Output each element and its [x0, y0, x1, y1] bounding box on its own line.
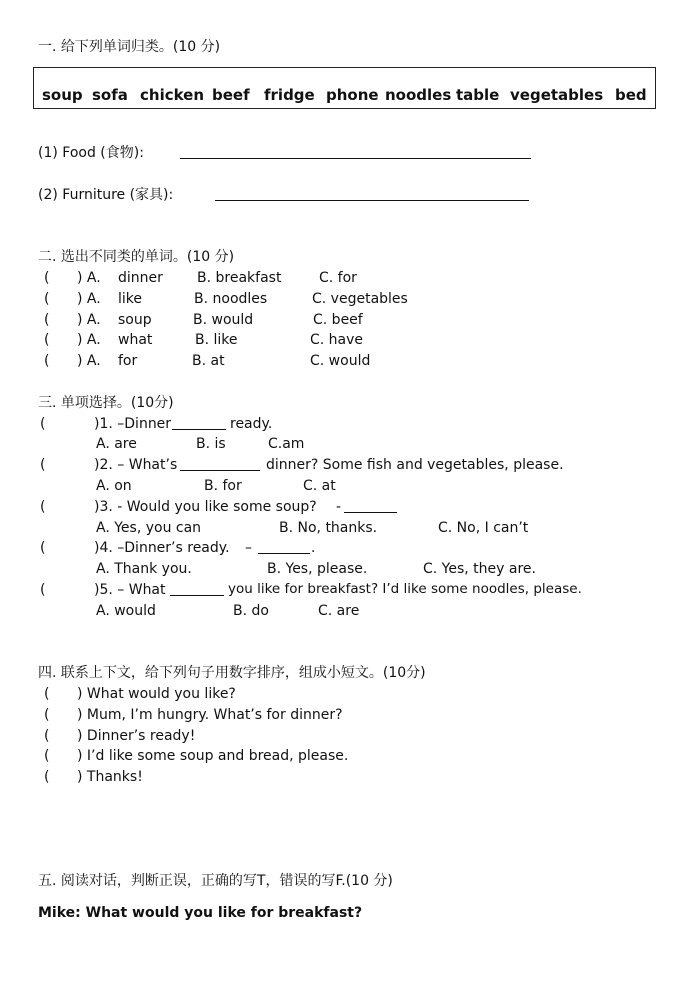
- q4-option-b: B. Yes, please.: [267, 561, 368, 577]
- answer-paren[interactable]: (: [44, 270, 50, 286]
- section3-title: 三. 单项选择。(10分): [38, 395, 174, 411]
- question-2-end: dinner? Some fish and vegetables, please.: [266, 457, 564, 473]
- word-phone: phone: [326, 86, 379, 104]
- food-answer-line[interactable]: [180, 158, 531, 159]
- q1-option-c: C.am: [268, 436, 305, 452]
- word-noodles: noodles: [385, 86, 452, 104]
- q4-option-a: A. Thank you.: [96, 561, 192, 577]
- option-a: like: [118, 291, 143, 307]
- answer-paren[interactable]: (: [40, 582, 46, 598]
- option-c: C. for: [319, 270, 357, 286]
- answer-paren[interactable]: (: [44, 686, 50, 702]
- option-b: B. breakfast: [197, 270, 282, 286]
- answer-paren[interactable]: (: [44, 291, 50, 307]
- item-number: ) A.: [77, 291, 101, 307]
- option-b: B. would: [193, 312, 254, 328]
- sentence-line: ) Mum, I’m hungry. What’s for dinner?: [77, 707, 343, 723]
- answer-paren[interactable]: (: [40, 416, 46, 432]
- answer-paren[interactable]: (: [40, 499, 46, 515]
- q2-option-a: A. on: [96, 478, 132, 494]
- answer-paren[interactable]: (: [44, 707, 50, 723]
- furniture-answer-line[interactable]: [215, 200, 529, 201]
- word-soup: soup: [42, 86, 83, 104]
- word-fridge: fridge: [264, 86, 315, 104]
- q1-option-a: A. are: [96, 436, 137, 452]
- item-number: ) A.: [77, 332, 101, 348]
- question-4-dash: –: [245, 540, 252, 556]
- q1-option-b: B. is: [196, 436, 226, 452]
- option-c: C. would: [310, 353, 371, 369]
- blank[interactable]: [344, 512, 397, 513]
- answer-paren[interactable]: (: [40, 457, 46, 473]
- option-b: B. at: [192, 353, 225, 369]
- option-c: C. beef: [313, 312, 363, 328]
- answer-paren[interactable]: (: [44, 332, 50, 348]
- question-3: )3. - Would you like some soup?: [94, 499, 317, 515]
- answer-paren[interactable]: (: [44, 353, 50, 369]
- blank[interactable]: [258, 553, 310, 554]
- food-label: (1) Food (食物):: [38, 145, 144, 161]
- section1-title: 一. 给下列单词归类。(10 分): [38, 39, 221, 55]
- section4-title: 四. 联系上下文，给下列句子用数字排序，组成小短文。(10分): [38, 665, 426, 681]
- sentence-line: ) Dinner’s ready!: [77, 728, 196, 744]
- sentence-line: ) Thanks!: [77, 769, 143, 785]
- question-1-end: ready.: [230, 416, 273, 432]
- question-5: )5. – What: [94, 582, 166, 598]
- question-4: )4. –Dinner’s ready.: [94, 540, 230, 556]
- question-3-dash: -: [336, 499, 342, 515]
- word-sofa: sofa: [92, 86, 128, 104]
- answer-paren[interactable]: (: [44, 748, 50, 764]
- question-2: )2. – What’s: [94, 457, 178, 473]
- q3-option-b: B. No, thanks.: [279, 520, 378, 536]
- word-table: table: [456, 86, 500, 104]
- blank[interactable]: [180, 470, 260, 471]
- option-a: dinner: [118, 270, 163, 286]
- section2-title: 二. 选出不同类的单词。(10 分): [38, 249, 235, 265]
- item-number: ) A.: [77, 270, 101, 286]
- furniture-label: (2) Furniture (家具):: [38, 187, 174, 203]
- word-vegetables: vegetables: [510, 86, 604, 104]
- option-a: soup: [118, 312, 152, 328]
- answer-paren[interactable]: (: [44, 728, 50, 744]
- q5-option-b: B. do: [233, 603, 269, 619]
- answer-paren[interactable]: (: [44, 769, 50, 785]
- item-number: ) A.: [77, 353, 101, 369]
- option-c: C. vegetables: [312, 291, 408, 307]
- option-a: for: [118, 353, 138, 369]
- q2-option-b: B. for: [204, 478, 242, 494]
- option-b: B. noodles: [194, 291, 268, 307]
- question-1: )1. –Dinner: [94, 416, 172, 432]
- q3-option-a: A. Yes, you can: [96, 520, 202, 536]
- sentence-line: ) What would you like?: [77, 686, 236, 702]
- blank[interactable]: [172, 429, 226, 430]
- blank[interactable]: [170, 595, 224, 596]
- answer-paren[interactable]: (: [44, 312, 50, 328]
- section5-title: 五. 阅读对话，判断正误，正确的写T，错误的写F.(10 分): [38, 873, 393, 889]
- word-beef: beef: [212, 86, 250, 104]
- q5-option-a: A. would: [96, 603, 156, 619]
- question-5-end: you like for breakfast? I’d like some noodles, please.: [228, 581, 582, 597]
- q3-option-c: C. No, I can’t: [438, 520, 529, 536]
- item-number: ) A.: [77, 312, 101, 328]
- option-b: B. like: [195, 332, 238, 348]
- word-bed: bed: [615, 86, 647, 104]
- word-chicken: chicken: [140, 86, 205, 104]
- q5-option-c: C. are: [318, 603, 360, 619]
- option-c: C. have: [310, 332, 364, 348]
- option-a: what: [118, 332, 153, 348]
- dialogue-line: Mike: What would you like for breakfast?: [38, 905, 363, 921]
- q2-option-c: C. at: [303, 478, 336, 494]
- answer-paren[interactable]: (: [40, 540, 46, 556]
- sentence-line: ) I’d like some soup and bread, please.: [77, 748, 349, 764]
- q4-option-c: C. Yes, they are.: [423, 561, 536, 577]
- question-4-end: .: [311, 540, 316, 556]
